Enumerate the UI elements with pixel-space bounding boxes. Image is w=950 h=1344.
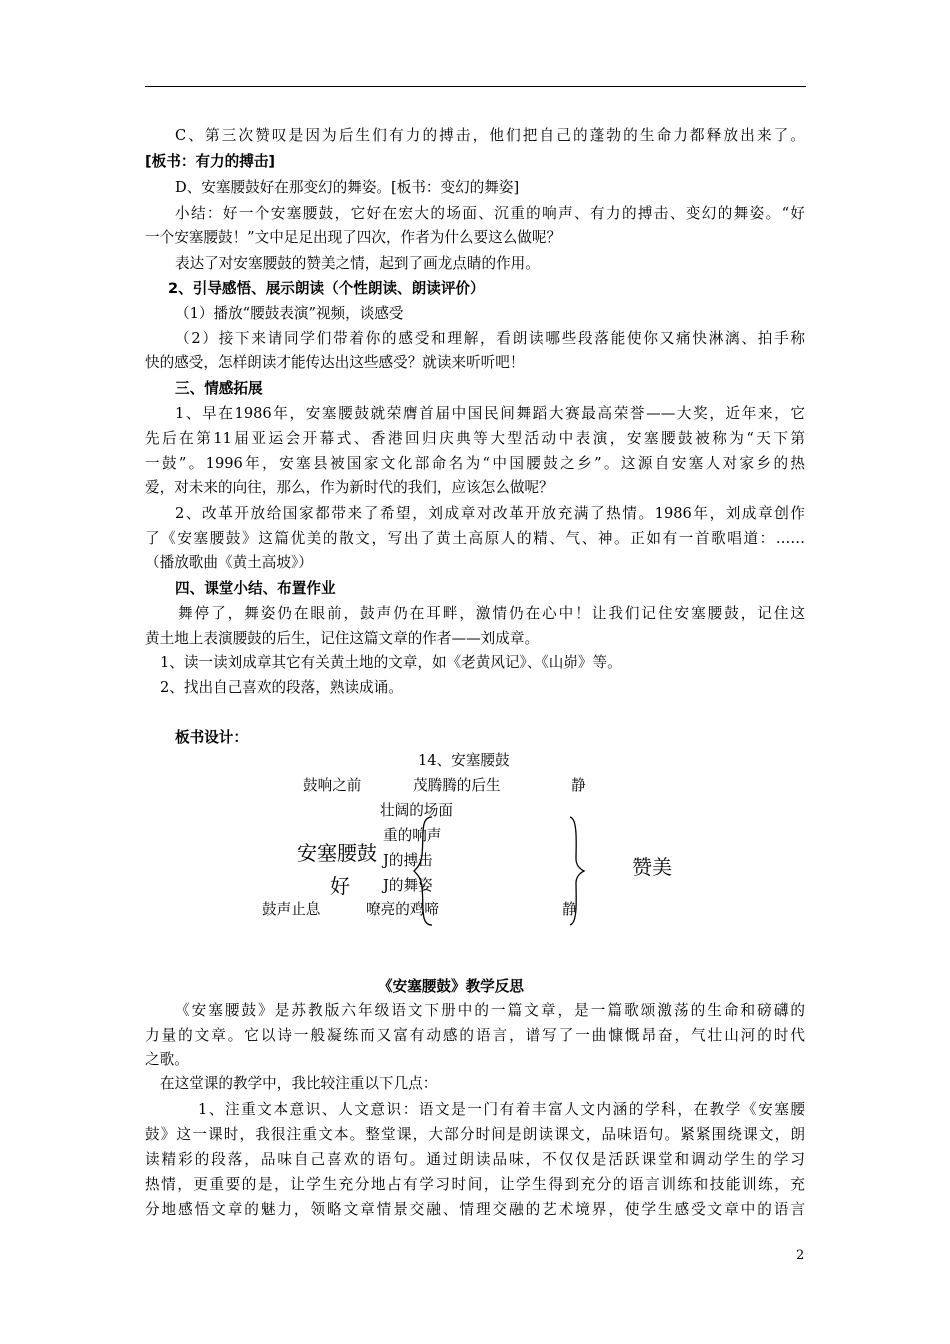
board-main: 安塞腰鼓 [297, 841, 377, 865]
board-cell: 鼓响之前 [303, 777, 362, 794]
text-line: 1、早在1986年，安塞腰鼓就荣膺首届中国民间舞蹈大赛最高荣誉——大奖，近年来，它 [175, 405, 805, 422]
text-line: D、安塞腰鼓好在那变幻的舞姿。[板书：变幻的舞姿] [175, 179, 520, 196]
section-heading: 2、引导感悟、展示朗读（个性朗读、朗读评价） [168, 280, 485, 297]
text-line: 1、读一读刘成章其它有关黄土地的文章，如《老黄风记》、《山峁》等。 [160, 654, 622, 671]
board-item: 重的响声 [383, 827, 442, 844]
text-line: 热情，更重要的是，让学生充分地占有学习时间，让学生得到充分的语言训练和技能训练，充 [145, 1176, 805, 1193]
board-cell: 静 [562, 901, 577, 918]
text-line: （2）接下来请同学们带着你的感受和理解，看朗读哪些段落能使你又痛快淋漓、拍手称 [175, 330, 805, 347]
text-line: 先后在第11届亚运会开幕式、香港回归庆典等大型活动中表演，安塞腰鼓被称为“天下第 [145, 430, 805, 447]
board-main: 好 [330, 874, 350, 898]
board-cell: 静 [571, 777, 586, 794]
board-note: [板书：有力的搏击] [145, 153, 276, 170]
text-line: 一个安塞腰鼓！”文中足足出现了四次，作者为什么要这么做呢？ [145, 229, 562, 246]
board-item: J的搏击 [383, 852, 433, 869]
left-brace-icon [412, 815, 436, 927]
board-title: 14、安塞腰鼓 [418, 752, 510, 769]
board-cell: 茂腾腾的后生 [413, 777, 501, 794]
board-praise: 赞美 [632, 855, 672, 879]
text-line: 1、注重文本意识、人文意识：语文是一门有着丰富人文内涵的学科，在教学《安塞腰 [198, 1101, 805, 1118]
text-line: 表达了对安塞腰鼓的赞美之情，起到了画龙点睛的作用。 [175, 255, 540, 272]
section-heading: 四、课堂小结、布置作业 [175, 580, 336, 597]
text-line: 分地感悟文章的魅力，领略文章情景交融、情理交融的艺术境界，使学生感受文章中的语言 [145, 1201, 805, 1218]
text-line: 黄土地上表演腰鼓的后生，记住这篇文章的作者——刘成章。 [145, 630, 540, 647]
text-line: 爱，对未来的向往，那么，作为新时代的我们，应该怎么做呢？ [145, 479, 554, 496]
text-line: 读精彩的段落，品味自己喜欢的语句。通过朗读品味，不仅仅是活跃课堂和调动学生的学习 [145, 1151, 805, 1168]
text-line: 小结：好一个安塞腰鼓，它好在宏大的场面、沉重的响声、有力的搏击、变幻的舞姿。“好 [175, 205, 805, 222]
page-number: 2 [796, 1248, 805, 1263]
text-line: 《安塞腰鼓》是苏教版六年级语文下册中的一篇文章，是一篇歌颂激荡的生命和磅礴的 [175, 1002, 805, 1019]
text-line: 之歌。 [145, 1051, 189, 1068]
text-line: 力量的文章。它以诗一般凝练而又富有动感的语言，谱写了一曲慷慨昂奋，气壮山河的时代 [145, 1027, 805, 1044]
text-line: 2、改革开放给国家都带来了希望，刘成章对改革开放充满了热情。1986年，刘成章创作 [175, 505, 805, 522]
text-line: 快的感受，怎样朗读才能传达出这些感受？就读来听听吧！ [145, 354, 525, 371]
board-item: 嘹亮的鸡啼 [366, 901, 439, 918]
text-line: 2、找出自己喜欢的段落，熟读成诵。 [160, 679, 403, 696]
board-cell: 鼓声止息 [262, 901, 321, 918]
text-line: 舞停了，舞姿仍在眼前，鼓声仍在耳畔，激情仍在心中！让我们记住安塞腰鼓，记住这 [178, 605, 805, 622]
text-line: （1）播放“腰鼓表演”视频，谈感受 [175, 305, 404, 322]
text-line: （播放歌曲《黄土高坡》） [145, 554, 313, 571]
reflection-title: 《安塞腰鼓》教学反思 [378, 978, 524, 995]
section-heading: 三、情感拓展 [175, 380, 263, 397]
text-line: C、第三次赞叹是因为后生们有力的搏击，他们把自己的蓬勃的生命力都释放出来了。 [175, 127, 805, 144]
text-line: 一鼓”。1996年，安塞县被国家文化部命名为“中国腰鼓之乡”。这源自安塞人对家乡的热 [145, 455, 805, 472]
text-line: 鼓》这一课时，我很注重文本。整堂课，大部分时间是朗读课文，品味语句。紧紧围绕课文，朗 [145, 1126, 805, 1143]
text-line: 了《安塞腰鼓》这篇优美的散文，写出了黄土高原人的精、气、神。正如有一首歌唱道：…… [145, 530, 805, 547]
header-rule [145, 86, 806, 87]
board-item: 壮阔的场面 [380, 802, 453, 819]
text-line: 在这堂课的教学中，我比较注重以下几点： [160, 1075, 438, 1092]
right-brace-icon [568, 815, 586, 927]
section-heading: 板书设计： [175, 729, 248, 746]
board-item: J的舞姿 [383, 877, 433, 894]
